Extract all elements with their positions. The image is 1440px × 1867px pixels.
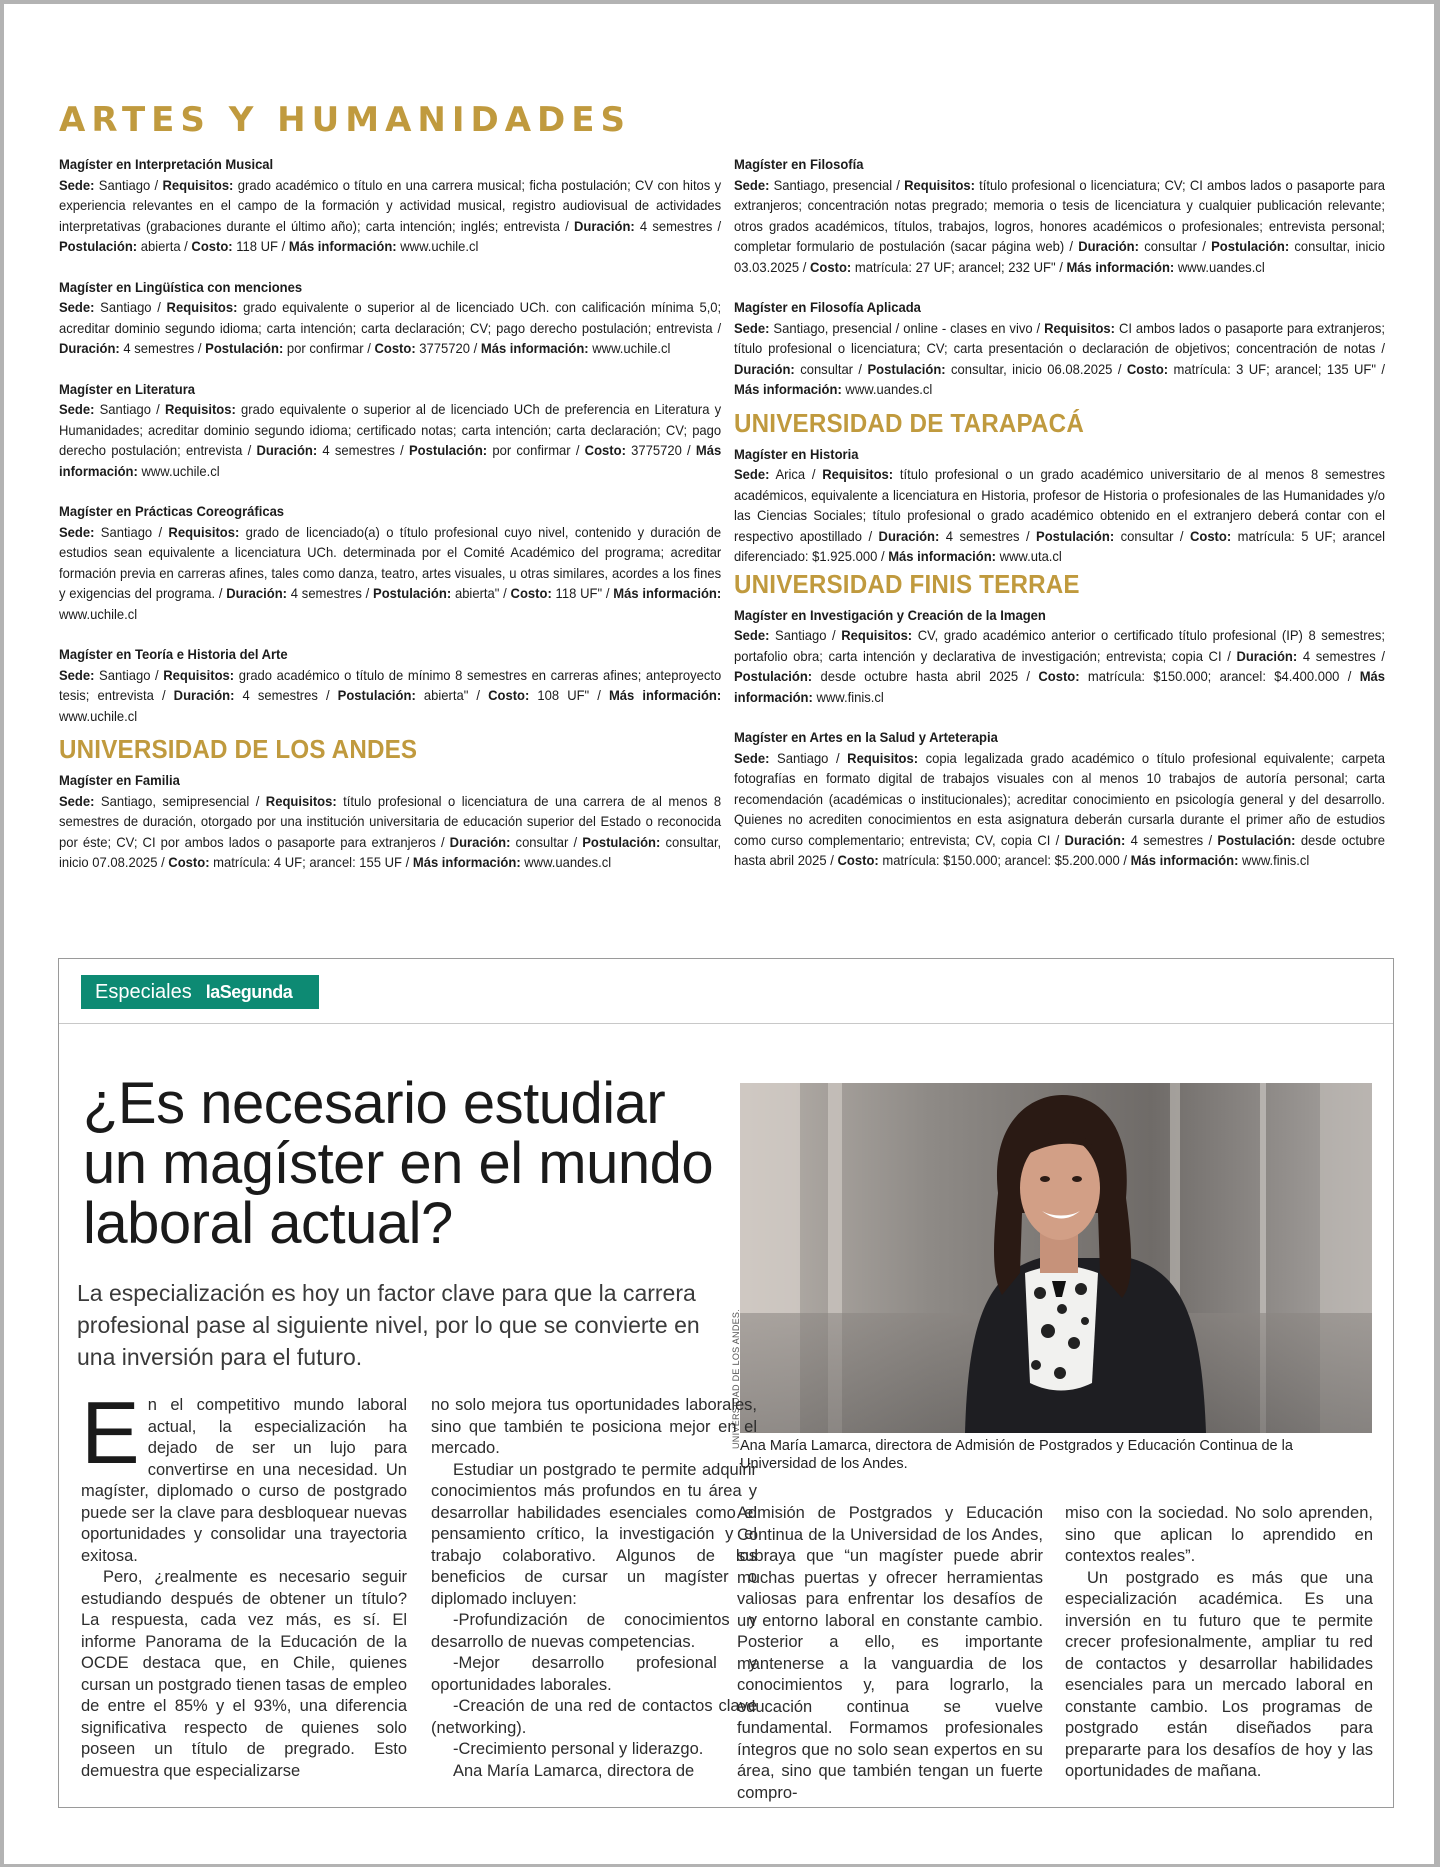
program-name: Magíster en Historia [734,445,859,462]
info-link[interactable]: www.uchile.cl [592,340,671,356]
info-link[interactable]: www.uchile.cl [59,605,138,622]
article-column-2 [431,1395,757,1782]
special-header [59,959,1393,1024]
program-details: Sede: Arica / Requisitos: título profesional o un grado académico universitario de al menos 8 semestres académicos, equivalente a licenciatura en Historia, profesor de Historia o profesionales de las Humanidades y/o las Ciencias Sociales; título profesional o grado académico obtenido en el extranjero deberá contar con el respectivo apostillado / Duración: 4 semestres / Postulación: consultar / Costo: matrícula: 5 UF; arancel diferenciado: $1.925.000 / Más información: www.uta.cl [734,466,1386,564]
program-name: Magíster en Prácticas Coreográficas [59,503,285,519]
special-article-box [58,958,1394,1808]
photo-credit: UNIVERSIDAD DE LOS ANDES. [731,1308,741,1449]
brand-badge [81,975,319,1009]
article-paragraph: Un postgrado es más que una especialización académica. Es una inversión en tu futuro que te permite crecer profesionalmente, ampliar tu red de contactos y desarrollar habilidades esenciales para un mercado laboral en constante cambio. Los programas de postgrado están diseñados para prepararte para los desafíos de hoy y las oportunidades de mañana. [1065,1568,1373,1780]
program-name: Magíster en Investigación y Creación de la Imagen [734,606,1046,623]
article-paragraph: Estudiar un postgrado te permite adquirir conocimientos más profundos en tu área y desarrollar habilidades esenciales como el pensamiento crítico, la investigación y el trabajo colaborativo. Algunos de los beneficios de cursar un magíster o diplomado incluyen: [431,1460,757,1608]
info-link[interactable]: www.uchile.cl [400,238,479,254]
left-column [59,154,721,893]
right-column [734,154,1385,891]
article-list-item: -Profundización de conocimientos y desarrollo de nuevas competencias. [431,1611,757,1651]
uni-heading-tarapaca: UNIVERSIDAD DE TARAPACÁ [734,407,1084,438]
program-details: Sede: Santiago / Requisitos: grado de licenciado(a) o título profesional cuyo nivel, contenido y duración de estudios sean equivalente a licenciatura UCh. determinada por el Comité Académico del programa; acreditar formación previa en carreras afines, tales como danza, teatro, artes visuales, u otras similares, acordes a los fines y exigencias del programa. / Duración: 4 semestres / Postulación: abierta" / Costo: 118 UF" / Más información: www.uchile.cl [59,523,722,622]
program-name: Magíster en Literatura [59,380,196,397]
article-column-4 [1065,1503,1373,1783]
article-list-item: -Mejor desarrollo profesional y oportunidades laborales. [431,1654,757,1694]
program-name: Magíster en Filosofía [734,156,864,172]
article-paragraph: En el competitivo mundo laboral actual, la especialización ha dejado de ser un lujo para convertirse en una necesidad. Un magíster, diplomado o curso de postgrado puede ser la clave para desbloquear nuevas oportunidades y consolidar una trayectoria exitosa. [81,1383,407,1565]
article-paragraph: Admisión de Postgrados y Educación Continua de la Universidad de los Andes, subraya que “un magíster puede abrir muchas puertas y ofrecer herramientas valiosas para enfrentar los desafíos de un entorno laboral en constante cambio. Posterior a ello, es importante mantenerse a la vanguardia de los conocimientos y, para lograrlo, la educación continua se vuelve fundamental. Formamos profesionales íntegros que no solo sean expertos en su área, sino que también tengan un fuerte compro- [737,1504,1043,1802]
program-entry [59,379,721,482]
uchile-program-list [59,154,721,726]
info-link[interactable]: www.finis.cl [1242,852,1310,868]
article-column-1 [81,1383,407,1782]
program-details: Sede: Santiago / Requisitos: copia legalizada grado académico o título profesional equivalente; carpeta fotografías en formato digital de trabajos visuales con al menos 10 trabajos de autoría personal; carta recomendación (académicas o institucionales); acreditar conocimiento en psicología general y del desarrollo. Quienes no acrediten conocimientos en esta asignatura deberán cursarla durante el primer año de estudios como curso complementario; entrevista; CV, copia CI / Duración: 4 semestres / Postulación: desde octubre hasta abril 2025 / Costo: matrícula: $150.000; arancel: $5.200.000 / Más información: www.finis.cl [734,749,1386,868]
uni-heading-finis: UNIVERSIDAD FINIS TERRAE [734,568,1080,599]
program-entry [734,605,1385,708]
program-details: Sede: Santiago / Requisitos: grado académico o título en una carrera musical; ficha postulación; CV con hitos y experiencia relevantes en el campo de la formación y actividad musical, registro audiovisual de actividades interpretativas (grabaciones durante el último año); carta intención; inglés; entrevista / Duración: 4 semestres / Postulación: abierta / Costo: 118 UF / Más información: www.uchile.cl [59,176,722,254]
photo-caption: Ana María Lamarca, directora de Admisión de Postgrados y Educación Continua de la Universidad de los Andes. [740,1438,1293,1472]
program-name: Magíster en Interpretación Musical [59,156,274,172]
program-name: Magíster en Lingüística con menciones [59,278,303,295]
program-entry [734,154,1385,277]
program-entry [59,501,721,624]
article-paragraph: no solo mejora tus oportunidades laborales, sino que también te posiciona mejor en el mercado. [431,1396,757,1457]
section-title: ARTES Y HUMANIDADES [59,100,631,140]
program-details: Sede: Santiago, presencial / Requisitos: título profesional o licenciatura; CV; CI ambos lados o pasaporte para extranjeros; concentración notas pregrado; memoria o tesis de licenciatura y cualquier publicación relevante; otros grados académicos, títulos, trabajos, logros, honores académicos o profesionales; entrevista personal; completar formulario de postulación (sacar página web) / Duración: consultar / Postulación: consultar, inicio 03.03.2025 / Costo: matrícula: 27 UF; arancel; 232 UF" / Más información: www.uandes.cl [734,176,1386,275]
article-list-item: -Creación de una red de contactos clave (networking). [431,1697,757,1737]
portrait-photo [740,1083,1372,1433]
info-link[interactable]: www.uandes.cl [845,381,933,397]
article-paragraph: Pero, ¿realmente es necesario seguir estudiando después de obtener un título? La respuesta, cada vez más, es sí. El informe Panorama de la Educación de la OCDE destaca que, en Chile, quienes cursan un postgrado tienen tasas de empleo de entre el 85% y el 93%, una diferencia significativa respecto de quienes solo poseen un título de pregrado. Esto demuestra que especializarse [81,1568,407,1780]
uni-heading-andes: UNIVERSIDAD DE LOS ANDES [59,734,418,764]
program-name: Magíster en Familia [59,772,180,788]
article-column-3 [737,1503,1043,1804]
program-entry [734,297,1385,400]
program-details: Sede: Santiago / Requisitos: grado equivalente o superior al de licenciado UCh de preferencia en Literatura y Humanidades; acreditar dominio segundo idioma; certificado notas; carta intención; carta declaración; CV; pago derecho postulación; entrevista / Duración: 4 semestres / Postulación: por confirmar / Costo: 3775720 / Más información: www.uchile.cl [59,401,722,479]
program-entry [59,154,721,257]
drop-cap: E [81,1383,140,1482]
info-link[interactable]: www.uta.cl [999,548,1062,564]
info-link[interactable]: www.uchile.cl [141,462,220,479]
info-link[interactable]: www.uchile.cl [59,707,138,724]
program-details: Sede: Santiago / Requisitos: grado equivalente o superior al de licenciado UCh. con calificación mínima 5,0; acreditar dominio segundo idioma; carta intención; carta declaración; CV; pago derecho postulación; entrevista / Duración: 4 semestres / Postulación: por confirmar / Costo: 3775720 / Más información: www.uchile.cl [59,299,722,356]
program-entry [734,444,1385,567]
brand-especiales: Especiales [95,980,192,1003]
article-headline: ¿Es necesario estudiar un magíster en el mundo laboral actual? [83,1071,714,1256]
program-name: Magíster en Filosofía Aplicada [734,299,921,315]
article-list-item: -Crecimiento personal y liderazgo. [453,1740,704,1758]
program-entry [59,277,721,359]
program-entry [59,770,721,873]
article-paragraph: Ana María Lamarca, directora de [453,1761,695,1780]
page [4,4,1434,1864]
program-details: Sede: Santiago, semipresencial / Requisitos: título profesional o licenciatura de una carrera de al menos 8 semestres de duración, otorgado por una institución universitaria de educación superior del Estado o reconocida por éste; CV; CI por ambos lados o pasaporte para extranjeros / Duración: consultar / Postulación: consultar, inicio 07.08.2025 / Costo: matrícula: 4 UF; arancel: 155 UF / Más información: www.uandes.cl [59,792,722,870]
program-entry [734,727,1385,871]
program-details: Sede: Santiago / Requisitos: grado académico o título de mínimo 8 semestres en carreras afines; anteproyecto tesis; entrevista / Duración: 4 semestres / Postulación: abierta" / Costo: 108 UF" / Más información: www.uchile.cl [59,666,722,724]
program-name: Magíster en Teoría e Historia del Arte [59,646,288,662]
article-paragraph: miso con la sociedad. No solo aprenden, sino que aplican lo aprendido en contextos reales”. [1065,1504,1373,1565]
program-name: Magíster en Artes en la Salud y Arteterapia [734,729,998,745]
program-details: Sede: Santiago, presencial / online - clases en vivo / Requisitos: CI ambos lados o pasaporte para extranjeros; título profesional o licenciatura; CV; carta presentación o declaración de objetivos; concentración de notas / Duración: consultar / Postulación: consultar, inicio 06.08.2025 / Costo: matrícula: 3 UF; arancel; 135 UF" / Más información: www.uandes.cl [734,319,1386,397]
info-link[interactable]: www.uandes.cl [524,854,612,870]
brand-lasegunda-logo: laSegunda [205,981,293,1002]
info-link[interactable]: www.uandes.cl [1177,258,1265,275]
program-details: Sede: Santiago / Requisitos: CV, grado académico anterior o certificado título profesional (IP) 8 semestres; portafolio obra; carta intención y declarativa de investigación; entrevista; copia CI / Duración: 4 semestres / Postulación: desde octubre hasta abril 2025 / Costo: matrícula: $150.000; arancel: $4.400.000 / Más información: www.finis.cl [734,627,1386,705]
program-entry [59,644,721,726]
article-subhead: La especialización es hoy un factor clave para que la carrera profesional pase al siguiente nivel, por lo que se convierte en una inversión para el futuro. [77,1280,700,1370]
info-link[interactable]: www.finis.cl [816,688,884,705]
